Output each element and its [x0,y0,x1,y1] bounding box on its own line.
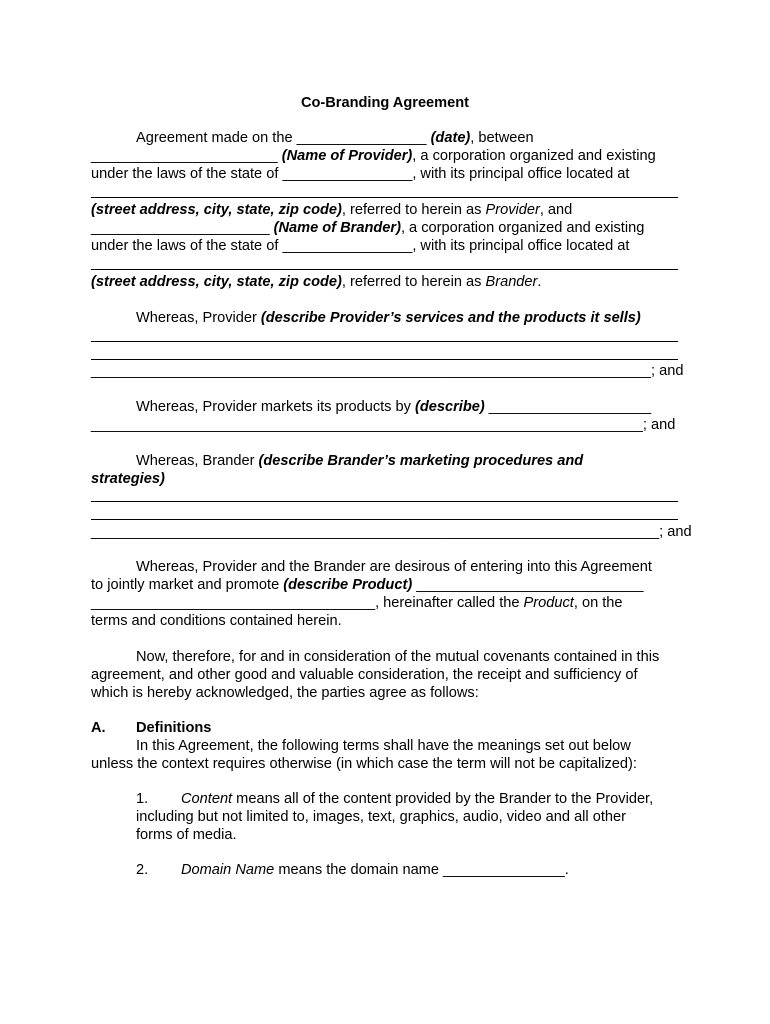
whereas-4-line-1: Whereas, Provider and the Brander are desirous of entering into this Agreement [136,559,652,575]
whereas-4-line-3: ___________________________________, hereinafter called the Product, on the [91,595,623,611]
section-a-line-1: In this Agreement, the following terms shall have the meanings set out below [136,738,631,754]
whereas-4-line-2: to jointly market and promote (describe Product) ____________________________ [91,577,644,593]
definition-1-line-2: including but not limited to, images, text, graphics, audio, video and all other [136,809,626,825]
brander-name-placeholder: (Name of Brander) [273,220,401,236]
section-a-heading: A. Definitions [91,720,212,736]
intro-line-9: (street address, city, state, zip code), referred to herein as Brander. [91,274,542,290]
whereas-3-line-2: strategies) [91,471,165,487]
intro-line-2: _______________________ (Name of Provider), a corporation organized and existing [91,148,656,164]
intro-line-1: Agreement made on the ________________ (date), between [136,130,534,146]
blank-line [91,359,678,360]
section-a-line-2: unless the context requires otherwise (in which case the term will not be capitalized): [91,756,637,772]
blank-line [91,519,678,520]
intro-line-5: (street address, city, state, zip code), referred to herein as Provider, and [91,202,573,218]
blank-line [91,501,678,502]
whereas-1-line-1: Whereas, Provider (describe Provider’s services and the products it sells) [136,310,641,326]
intro-line-3: under the laws of the state of ________________, with its principal office located at [91,166,630,182]
whereas-2-line-1: Whereas, Provider markets its products by (describe) ____________________ [136,399,652,415]
definition-2-line-1: 2. Domain Name means the domain name _______________. [136,862,569,878]
document-title: Co-Branding Agreement [300,95,470,111]
now-line-2: agreement, and other good and valuable consideration, the receipt and sufficiency of [91,667,638,683]
provider-name-placeholder: (Name of Provider) [281,148,413,164]
blank-line [91,269,678,270]
definition-1-line-1: 1. Content means all of the content provided by the Brander to the Provider, [136,791,654,807]
definition-1-line-3: forms of media. [136,827,237,843]
blank-line [91,341,678,342]
whereas-1-end: _____________________________________________________________________; and [91,363,684,379]
intro-line-6: ______________________ (Name of Brander), a corporation organized and existing [91,220,645,236]
whereas-4-line-4: terms and conditions contained herein. [91,613,342,629]
date-placeholder: (date) [430,130,471,146]
whereas-3-line-1: Whereas, Brander (describe Brander’s marketing procedures and [136,453,584,469]
blank-line [91,197,678,198]
now-line-1: Now, therefore, for and in consideration of the mutual covenants contained in this [136,649,660,665]
whereas-3-end: ______________________________________________________________________; and [91,524,692,540]
intro-line-7: under the laws of the state of ________________, with its principal office located at [91,238,630,254]
whereas-2-end: ____________________________________________________________________; and [91,417,676,433]
now-line-3: which is hereby acknowledged, the parties agree as follows: [91,685,479,701]
